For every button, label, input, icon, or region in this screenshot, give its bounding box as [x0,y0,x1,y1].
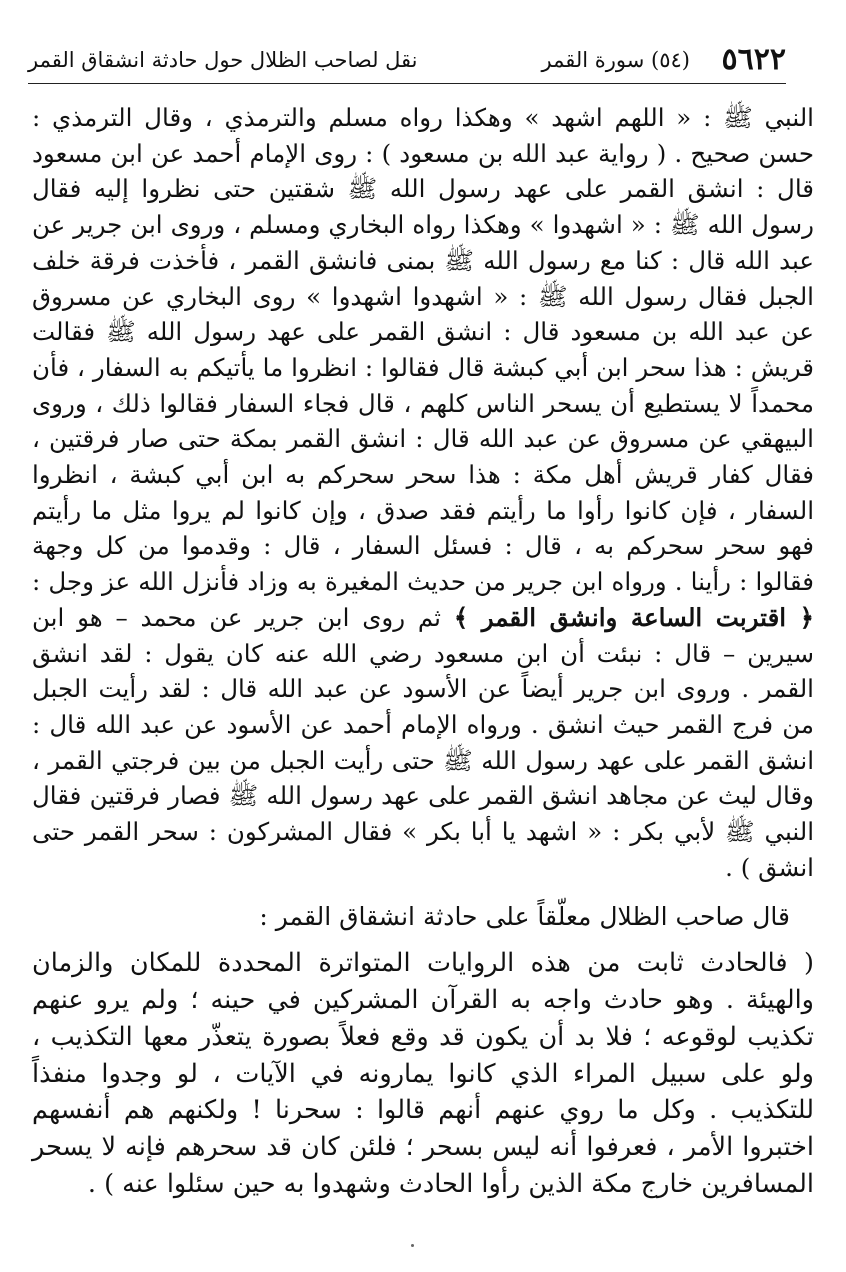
hadith-text-after-ayah: ثم روى ابن جرير عن محمد – هو ابن سيرين – قال : نبئت أن ابن مسعود رضي الله عنه كان يقول : لقد انشق القمر . وروى ابن جرير أيضاً عن الأسود عن عبد الله قال : لقد رأيت الجبل من فرج القمر حيث انشق . ورواه الإمام أحمد عن الأسود عن عبد الله قال : انشق القمر على عهد رسول الله ﷺ حتى رأيت الجبل من بين فرجتي القمر ، وقال ليث عن مجاهد انشق القمر على عهد رسول الله ﷺ فصار فرقتين فقال النبي ﷺ لأبي بكر : « اشهد يا أبا بكر » فقال المشركون : سحر القمر حتى انشق ) . [32,602,814,882]
page-number: ٥٦٢٢ [721,42,786,77]
hadith-paragraph [32,100,814,885]
commentary-intro: قال صاحب الظلال معلّقاً على حادثة انشقاق القمر : [259,902,790,932]
running-title: نقل لصاحب الظلال حول حادثة انشقاق القمر [28,48,418,72]
surah-title: (٥٤) سورة القمر [541,48,690,72]
page-body [32,100,814,1202]
quote-paragraph: ( فالحادث ثابت من هذه الروايات المتواترة المحددة للمكان والزمان والهيئة . وهو حادث واجه به القرآن المشركين في حينه ؛ ولم يرو عنهم تكذيب لوقوعه ؛ فلا بد أن يكون قد وقع فعلاً بصورة يتعذّر معها التكذيب ، ولو على سبيل المراء الذي كانوا يمارونه في الآيات ، لو وجدوا منفذاً للتكذيب . وكل ما روي عنهم أنهم قالوا : سحرنا ! ولكنهم هم أنفسهم اختبروا الأمر ، فعرفوا أنه ليس بسحر ؛ فلئن كان قد سحرهم فإنه لا يسحر المسافرين خارج مكة الذين رأوا الحادث وشهدوا به حين سئلوا عنه ) . [32,948,814,1199]
page-speck [411,1244,414,1247]
header-rule [28,83,786,84]
quoted-commentary [32,945,814,1202]
quran-ayah: ﴿ اقتربت الساعة وانشق القمر ﴾ [453,602,814,632]
page-header [28,42,786,82]
hadith-text-before-ayah: النبي ﷺ : « اللهم اشهد » وهكذا رواه مسلم والترمذي ، وقال الترمذي : حسن صحيح . ( رواية عبد الله بن مسعود ) : روى الإمام أحمد عن ابن مسعود قال : انشق القمر على عهد رسول الله ﷺ شقتين حتى نظروا إليه فقال رسول الله ﷺ : « اشهدوا » وهكذا رواه البخاري ومسلم ، وروى ابن جرير عن عبد الله قال : كنا مع رسول الله ﷺ بمنى فانشق القمر ، فأخذت فرقة خلف الجبل فقال رسول الله ﷺ : « اشهدوا اشهدوا » روى البخاري عن مسروق عن عبد الله بن مسعود قال : انشق القمر على عهد رسول الله ﷺ فقالت قريش : هذا سحر ابن أبي كبشة قال فقالوا : انظروا ما يأتيكم به السفار ، فأن محمداً لا يستطيع أن يسحر الناس كلهم ، قال فجاء السفار فقالوا ذلك ، وروى البيهقي عن مسروق عن عبد الله قال : انشق القمر بمكة حتى صار فرقتين ، فقال كفار قريش أهل مكة : هذا سحر سحركم به ابن أبي كبشة ، انظروا السفار ، فإن كانوا رأوا ما رأيتم فقد صدق ، وإن كانوا لم يروا مثل ما رأيتم فهو سحر سحركم به ، قال : فسئل السفار ، قال : وقدموا من كل وجهة فقالوا : رأينا . ورواه ابن جرير من حديث المغيرة به وزاد فأنزل الله عز وجل : [32,103,814,597]
